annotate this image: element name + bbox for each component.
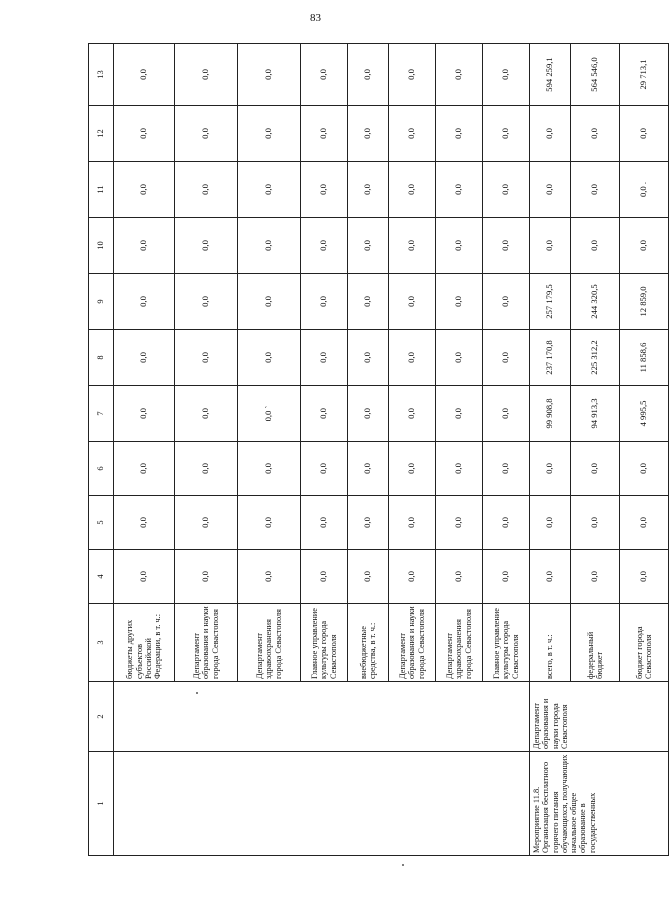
funding-source-cell: Департамент образования и науки города Севастополя bbox=[389, 604, 436, 682]
value-cell: 0,0 bbox=[530, 162, 571, 218]
value-cell: 0,0 bbox=[301, 550, 348, 604]
value-cell: 0,0 bbox=[483, 386, 530, 442]
value-cell: 0,0 bbox=[114, 496, 175, 550]
value-cell: 0,0 bbox=[389, 218, 436, 274]
funding-source-cell: Департамент здравоохранения города Севастополя bbox=[238, 604, 301, 682]
column-header: 3 bbox=[89, 604, 114, 682]
value-cell: 0,0 bbox=[571, 550, 620, 604]
value-cell: 0,0 bbox=[238, 496, 301, 550]
value-cell: 0,0 bbox=[530, 442, 571, 496]
value-cell: 0,0 bbox=[389, 44, 436, 106]
column-header: 2 bbox=[89, 682, 114, 752]
value-cell: 0,0 bbox=[530, 106, 571, 162]
value-cell: 0,0 bbox=[436, 162, 483, 218]
value-cell: 0,0 bbox=[436, 44, 483, 106]
funding-source-cell: внебюджетные средства, в т. ч.: bbox=[348, 604, 389, 682]
value-cell: 0,0 bbox=[389, 550, 436, 604]
column-header: 1 bbox=[89, 752, 114, 856]
value-cell: 0,0 bbox=[175, 218, 238, 274]
table-row bbox=[530, 44, 571, 856]
value-cell: 0,0 bbox=[175, 44, 238, 106]
value-cell: 0,0 bbox=[348, 106, 389, 162]
value-cell: 0,0 bbox=[436, 218, 483, 274]
funding-source-cell: бюджеты других субъектов Российской Федерации, в т. ч.: bbox=[114, 604, 175, 682]
value-cell: 0,0 bbox=[114, 442, 175, 496]
value-cell: 0,0 bbox=[483, 274, 530, 330]
value-cell: 0,0 bbox=[238, 442, 301, 496]
executor-cell: Департамент образования и науки города Севастополя bbox=[530, 682, 669, 752]
value-cell: 0,0 bbox=[389, 386, 436, 442]
value-cell: 0,0 bbox=[175, 330, 238, 386]
value-cell: 0,0 bbox=[114, 386, 175, 442]
value-cell: 12 859,0 bbox=[620, 274, 669, 330]
column-header: 12 bbox=[89, 106, 114, 162]
value-cell: 0,0 bbox=[620, 218, 669, 274]
activity-cell-empty bbox=[114, 752, 530, 856]
value-cell: 0,0 bbox=[530, 218, 571, 274]
value-cell: 0,0 bbox=[620, 496, 669, 550]
value-cell: 0,0 bbox=[571, 106, 620, 162]
value-cell: 0,0 bbox=[114, 162, 175, 218]
value-cell: 0,0 bbox=[175, 550, 238, 604]
value-cell: 237 170,8 bbox=[530, 330, 571, 386]
value-cell: 0,0 bbox=[436, 330, 483, 386]
rotated-table-container bbox=[88, 44, 653, 856]
value-cell: 0,0 bbox=[483, 330, 530, 386]
value-cell: 0,0 bbox=[620, 442, 669, 496]
value-cell: 0,0 bbox=[114, 106, 175, 162]
value-cell: 564 546,0 bbox=[571, 44, 620, 106]
value-cell: 0,0 bbox=[238, 106, 301, 162]
value-cell: 0,0 bbox=[114, 330, 175, 386]
executor-cell-empty bbox=[114, 682, 530, 752]
value-cell: 0,0 bbox=[301, 218, 348, 274]
value-cell: 0,0 bbox=[436, 496, 483, 550]
value-cell: 0,0 bbox=[348, 386, 389, 442]
value-cell: 0,0 bbox=[348, 44, 389, 106]
value-cell: 0,0 bbox=[389, 162, 436, 218]
value-cell: 0,0 ` bbox=[238, 386, 301, 442]
column-number-row bbox=[89, 44, 114, 856]
funding-source-cell: Главное управление культуры города Севастополя bbox=[301, 604, 348, 682]
value-cell: 0,0 bbox=[483, 44, 530, 106]
value-cell: 0,0 bbox=[114, 550, 175, 604]
value-cell: 244 320,5 bbox=[571, 274, 620, 330]
value-cell: 0,0 . bbox=[620, 162, 669, 218]
value-cell: 0,0 bbox=[436, 386, 483, 442]
column-header: 6 bbox=[89, 442, 114, 496]
value-cell: 0,0 bbox=[436, 442, 483, 496]
budget-table bbox=[88, 43, 669, 856]
rotated-table-area bbox=[88, 44, 653, 856]
column-header: 7 bbox=[89, 386, 114, 442]
column-header: 9 bbox=[89, 274, 114, 330]
value-cell: 0,0 bbox=[620, 550, 669, 604]
value-cell: 0,0 bbox=[483, 496, 530, 550]
column-header: 10 bbox=[89, 218, 114, 274]
value-cell: 0,0 bbox=[301, 496, 348, 550]
value-cell: 0,0 bbox=[238, 44, 301, 106]
value-cell: 0,0 bbox=[436, 550, 483, 604]
value-cell: 0,0 bbox=[301, 442, 348, 496]
value-cell: 11 858,6 bbox=[620, 330, 669, 386]
funding-source-cell: Департамент здравоохранения города Севастополя bbox=[436, 604, 483, 682]
value-cell: 257 179,5 bbox=[530, 274, 571, 330]
table-row bbox=[114, 44, 175, 856]
value-cell: 0,0 bbox=[238, 218, 301, 274]
value-cell: 594 259,1 bbox=[530, 44, 571, 106]
value-cell: 0,0 bbox=[238, 162, 301, 218]
value-cell: 0,0 bbox=[175, 496, 238, 550]
value-cell: 0,0 bbox=[175, 442, 238, 496]
page-number: 83 bbox=[310, 12, 321, 24]
value-cell: 0,0 bbox=[348, 330, 389, 386]
funding-source-cell: всего, в т. ч.: bbox=[530, 604, 571, 682]
value-cell: 225 312,2 bbox=[571, 330, 620, 386]
value-cell: 0,0 bbox=[389, 330, 436, 386]
value-cell: 0,0 bbox=[571, 218, 620, 274]
value-cell: 0,0 bbox=[114, 274, 175, 330]
value-cell: 0,0 bbox=[348, 442, 389, 496]
value-cell: 0,0 bbox=[389, 106, 436, 162]
value-cell: 0,0 bbox=[238, 330, 301, 386]
scan-speck bbox=[402, 864, 404, 866]
value-cell: 0,0 bbox=[238, 274, 301, 330]
scan-speck bbox=[196, 692, 198, 694]
value-cell: 99 908,8 bbox=[530, 386, 571, 442]
value-cell: 0,0 bbox=[620, 106, 669, 162]
value-cell: 0,0 bbox=[483, 218, 530, 274]
value-cell: 94 913,3 bbox=[571, 386, 620, 442]
value-cell: 0,0 bbox=[301, 44, 348, 106]
value-cell: 0,0 bbox=[301, 386, 348, 442]
value-cell: 0,0 bbox=[175, 162, 238, 218]
value-cell: 0,0 bbox=[571, 442, 620, 496]
value-cell: 0,0 bbox=[571, 496, 620, 550]
value-cell: 0,0 bbox=[483, 442, 530, 496]
column-header: 8 bbox=[89, 330, 114, 386]
value-cell: 0,0 bbox=[114, 218, 175, 274]
funding-source-cell: федеральный бюджет bbox=[571, 604, 620, 682]
value-cell: 0,0 bbox=[483, 162, 530, 218]
value-cell: 0,0 bbox=[389, 442, 436, 496]
value-cell: 4 995,5 bbox=[620, 386, 669, 442]
value-cell: 0,0 bbox=[114, 44, 175, 106]
funding-source-cell: Главное управление культуры города Севастополя bbox=[483, 604, 530, 682]
value-cell: 0,0 bbox=[436, 106, 483, 162]
column-header: 4 bbox=[89, 550, 114, 604]
column-header: 5 bbox=[89, 496, 114, 550]
value-cell: 0,0 bbox=[301, 274, 348, 330]
funding-source-cell: Департамент образования и науки города Севастополя bbox=[175, 604, 238, 682]
value-cell: 0,0 bbox=[348, 496, 389, 550]
value-cell: 0,0 bbox=[348, 550, 389, 604]
value-cell: 0,0 bbox=[389, 274, 436, 330]
value-cell: 0,0 bbox=[175, 386, 238, 442]
value-cell: 29 713,1 bbox=[620, 44, 669, 106]
column-header: 11 bbox=[89, 162, 114, 218]
value-cell: 0,0 bbox=[483, 106, 530, 162]
value-cell: 0,0 bbox=[389, 496, 436, 550]
value-cell: 0,0 bbox=[348, 162, 389, 218]
value-cell: 0,0 bbox=[301, 330, 348, 386]
value-cell: 0,0 bbox=[175, 274, 238, 330]
value-cell: 0,0 bbox=[530, 496, 571, 550]
value-cell: 0,0 bbox=[348, 274, 389, 330]
value-cell: 0,0 bbox=[348, 218, 389, 274]
value-cell: 0,0 bbox=[301, 106, 348, 162]
value-cell: 0,0 bbox=[175, 106, 238, 162]
value-cell: 0,0 bbox=[238, 550, 301, 604]
column-header: 13 bbox=[89, 44, 114, 106]
value-cell: 0,0 bbox=[571, 162, 620, 218]
value-cell: 0,0 bbox=[530, 550, 571, 604]
value-cell: 0,0 bbox=[483, 550, 530, 604]
funding-source-cell: бюджет города Севастополя bbox=[620, 604, 669, 682]
value-cell: 0,0 bbox=[301, 162, 348, 218]
value-cell: 0,0 bbox=[436, 274, 483, 330]
activity-cell: Мероприятие 11.8. Организация бесплатного горячего питания обучающихся, получающих начальное общее образование в государственных bbox=[530, 752, 669, 856]
